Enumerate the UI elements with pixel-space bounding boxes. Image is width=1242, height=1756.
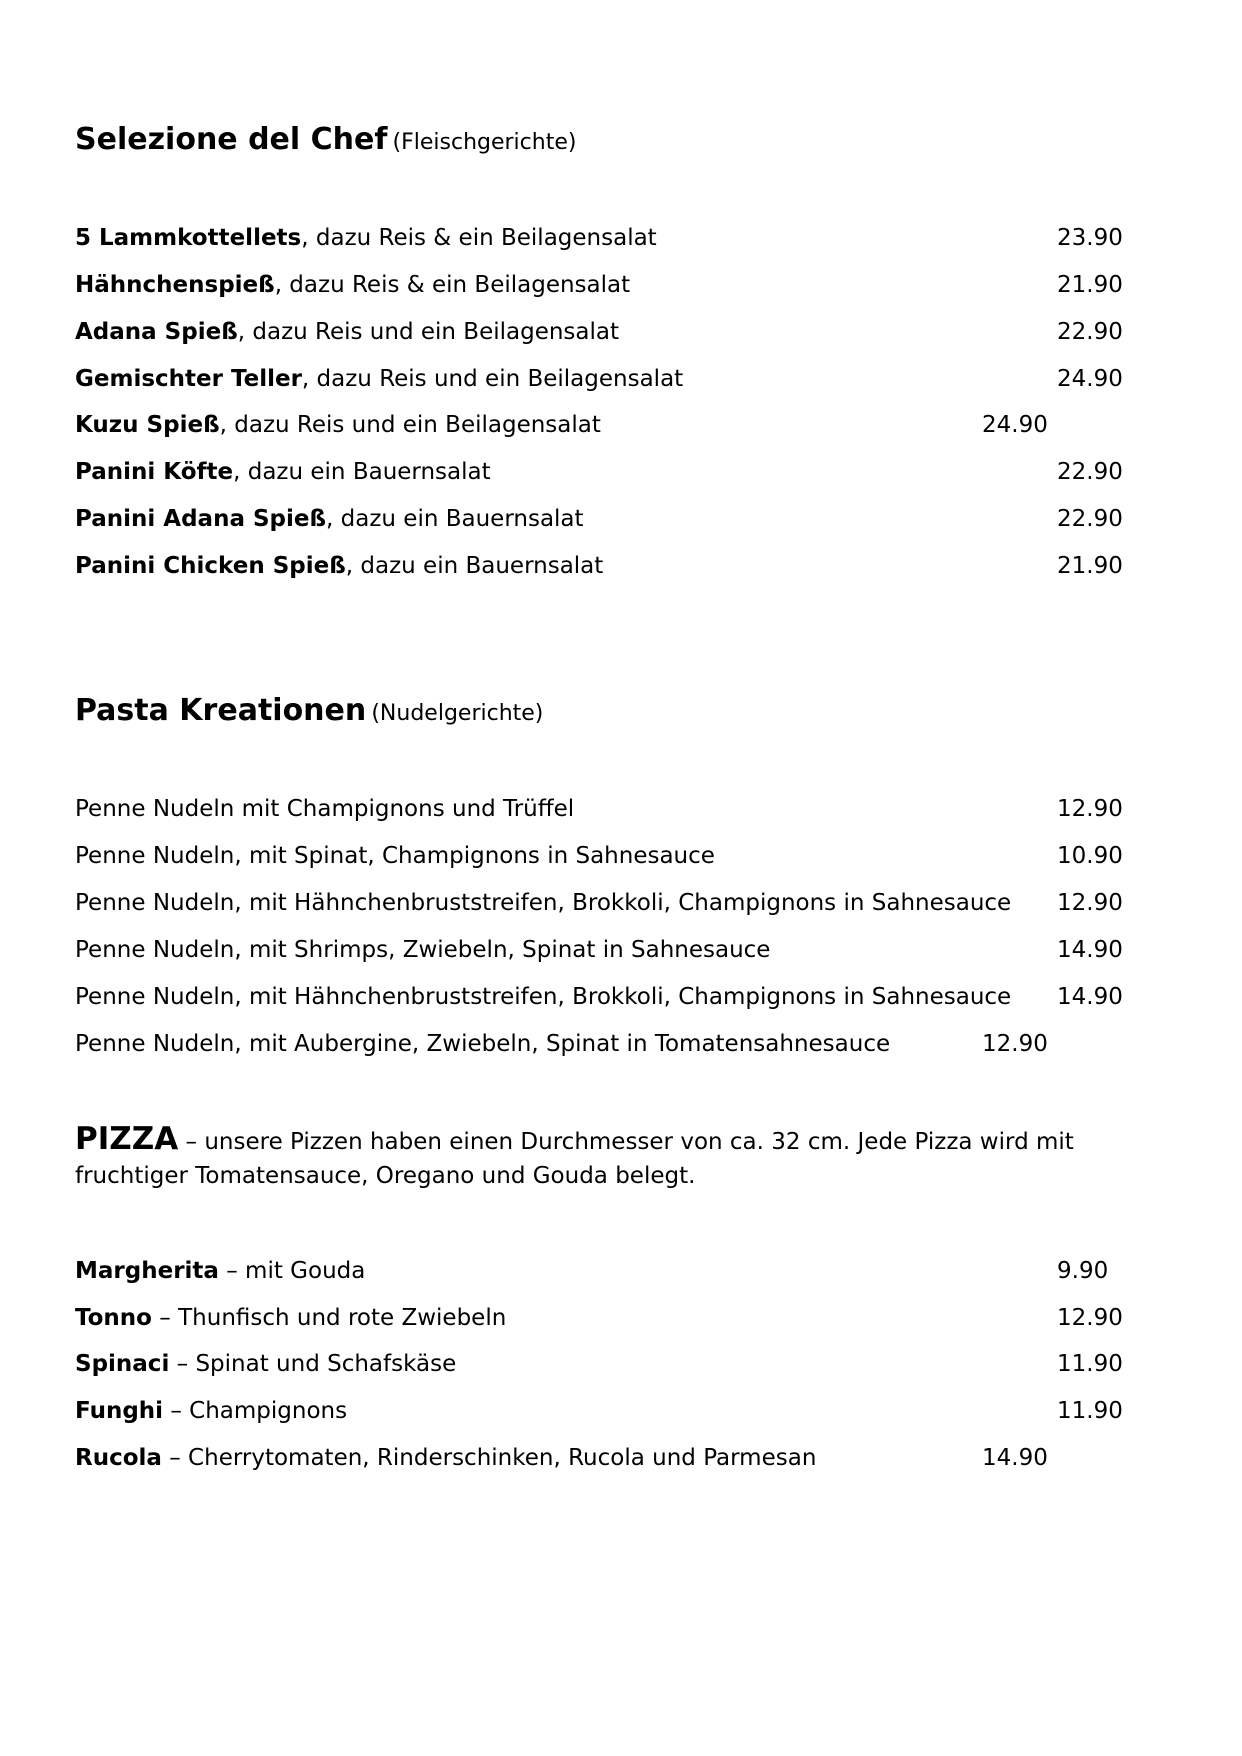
chef-section-subtitle: (Fleischgerichte): [392, 130, 577, 155]
menu-item-name: Gemischter Teller: [75, 366, 302, 392]
menu-item-price: 24.90: [1057, 366, 1123, 392]
menu-item-desc: Penne Nudeln, mit Hähnchenbruststreifen, Brokkoli, Champignons in Sahnesauce: [75, 984, 1012, 1010]
menu-item: [75, 502, 584, 536]
menu-item-name: Rucola: [75, 1445, 162, 1471]
menu-item-desc: , dazu Reis und ein Beilagensalat: [219, 412, 601, 438]
menu-item-price: 12.90: [1057, 890, 1123, 916]
menu-item-name: Hähnchenspieß: [75, 272, 275, 298]
menu-item-desc: , dazu ein Bauernsalat: [326, 506, 584, 532]
menu-item: [75, 933, 770, 967]
menu-item-desc: Penne Nudeln mit Champignons und Trüffel: [75, 796, 575, 822]
menu-item-desc: , dazu ein Bauernsalat: [233, 459, 491, 485]
menu-item: [75, 886, 1011, 920]
menu-item: [75, 980, 1011, 1014]
menu-item-price: 23.90: [1057, 225, 1123, 251]
menu-item-desc: Penne Nudeln, mit Spinat, Champignons in Sahnesauce: [75, 843, 715, 869]
menu-item-desc: , dazu ein Bauernsalat: [345, 553, 604, 579]
menu-item-name: Funghi: [75, 1398, 164, 1424]
menu-item-name: Tonno: [75, 1305, 152, 1331]
menu-item-price: 10.90: [1057, 843, 1123, 869]
menu-item: [75, 1347, 456, 1381]
menu-item-name: Kuzu Spieß: [75, 412, 220, 438]
menu-item-name: Adana Spieß: [75, 319, 238, 345]
menu-item-desc: – Thunfisch und rote Zwiebeln: [152, 1305, 507, 1331]
menu-item: [75, 1027, 890, 1061]
menu-item-price: 12.90: [1057, 796, 1123, 822]
menu-item-desc: Penne Nudeln, mit Hähnchenbruststreifen, Brokkoli, Champignons in Sahnesauce: [75, 890, 1012, 916]
pasta-section-subtitle: (Nudelgerichte): [371, 701, 544, 726]
menu-item-price: 22.90: [1057, 506, 1123, 532]
menu-item-desc: – mit Gouda: [218, 1258, 366, 1284]
menu-item: [75, 1254, 365, 1288]
menu-item-name: Panini Adana Spieß: [75, 506, 327, 532]
menu-item-desc: , dazu Reis und ein Beilagensalat: [301, 366, 684, 392]
menu-item-price: 11.90: [1057, 1398, 1123, 1424]
menu-item-price: 24.90: [982, 412, 1048, 438]
menu-item-price: 14.90: [982, 1445, 1048, 1471]
menu-item-price: 12.90: [982, 1031, 1048, 1057]
menu-item-desc: , dazu Reis und ein Beilagensalat: [237, 319, 620, 345]
menu-item: [75, 1394, 347, 1428]
menu-item-price: 14.90: [1057, 984, 1123, 1010]
menu-item-name: Panini Chicken Spieß: [75, 553, 346, 579]
menu-item: [75, 1441, 816, 1475]
menu-item-desc: Penne Nudeln, mit Shrimps, Zwiebeln, Spinat in Sahnesauce: [75, 937, 771, 963]
pizza-section-intro: – unsere Pizzen haben einen Durchmesser von ca. 32 cm. Jede Pizza wird mit fruchtiger Tomatensauce, Oregano und Gouda belegt.: [75, 1129, 1074, 1189]
menu-item-desc: – Spinat und Schafskäse: [169, 1351, 457, 1377]
menu-item-price: 9.90: [1057, 1258, 1109, 1284]
menu-item: [75, 362, 683, 396]
menu-item: [75, 268, 630, 302]
menu-item-desc: Penne Nudeln, mit Aubergine, Zwiebeln, Spinat in Tomatensahnesauce: [75, 1031, 891, 1057]
menu-item-desc: – Cherrytomaten, Rinderschinken, Rucola und Parmesan: [161, 1445, 817, 1471]
chef-section-heading: [75, 122, 576, 157]
menu-item-name: Panini Köfte: [75, 459, 234, 485]
menu-item-desc: – Champignons: [163, 1398, 348, 1424]
menu-item-desc: , dazu Reis & ein Beilagensalat: [274, 272, 631, 298]
menu-item: [75, 549, 603, 583]
menu-item-name: Margherita: [75, 1258, 219, 1284]
pizza-section-heading: [75, 1122, 1145, 1193]
pasta-section-heading: [75, 693, 543, 728]
menu-item-desc: , dazu Reis & ein Beilagensalat: [301, 225, 657, 251]
chef-section-title: Selezione del Chef: [75, 122, 388, 157]
menu-item: [75, 315, 619, 349]
menu-item: [75, 792, 574, 826]
menu-item-price: 22.90: [1057, 319, 1123, 345]
menu-item-price: 21.90: [1057, 553, 1123, 579]
menu-item: [75, 408, 601, 442]
pasta-section-title: Pasta Kreationen: [75, 693, 367, 728]
menu-item-price: 21.90: [1057, 272, 1123, 298]
menu-item-name: Spinaci: [75, 1351, 170, 1377]
pizza-section-title: PIZZA: [75, 1121, 179, 1157]
menu-item: [75, 221, 657, 255]
menu-item-price: 14.90: [1057, 937, 1123, 963]
menu-item: [75, 839, 715, 873]
menu-item-name: 5 Lammkottellets: [75, 225, 302, 251]
menu-item-price: 22.90: [1057, 459, 1123, 485]
menu-item: [75, 1301, 506, 1335]
menu-item: [75, 455, 491, 489]
menu-item-price: 11.90: [1057, 1351, 1123, 1377]
menu-item-price: 12.90: [1057, 1305, 1123, 1331]
